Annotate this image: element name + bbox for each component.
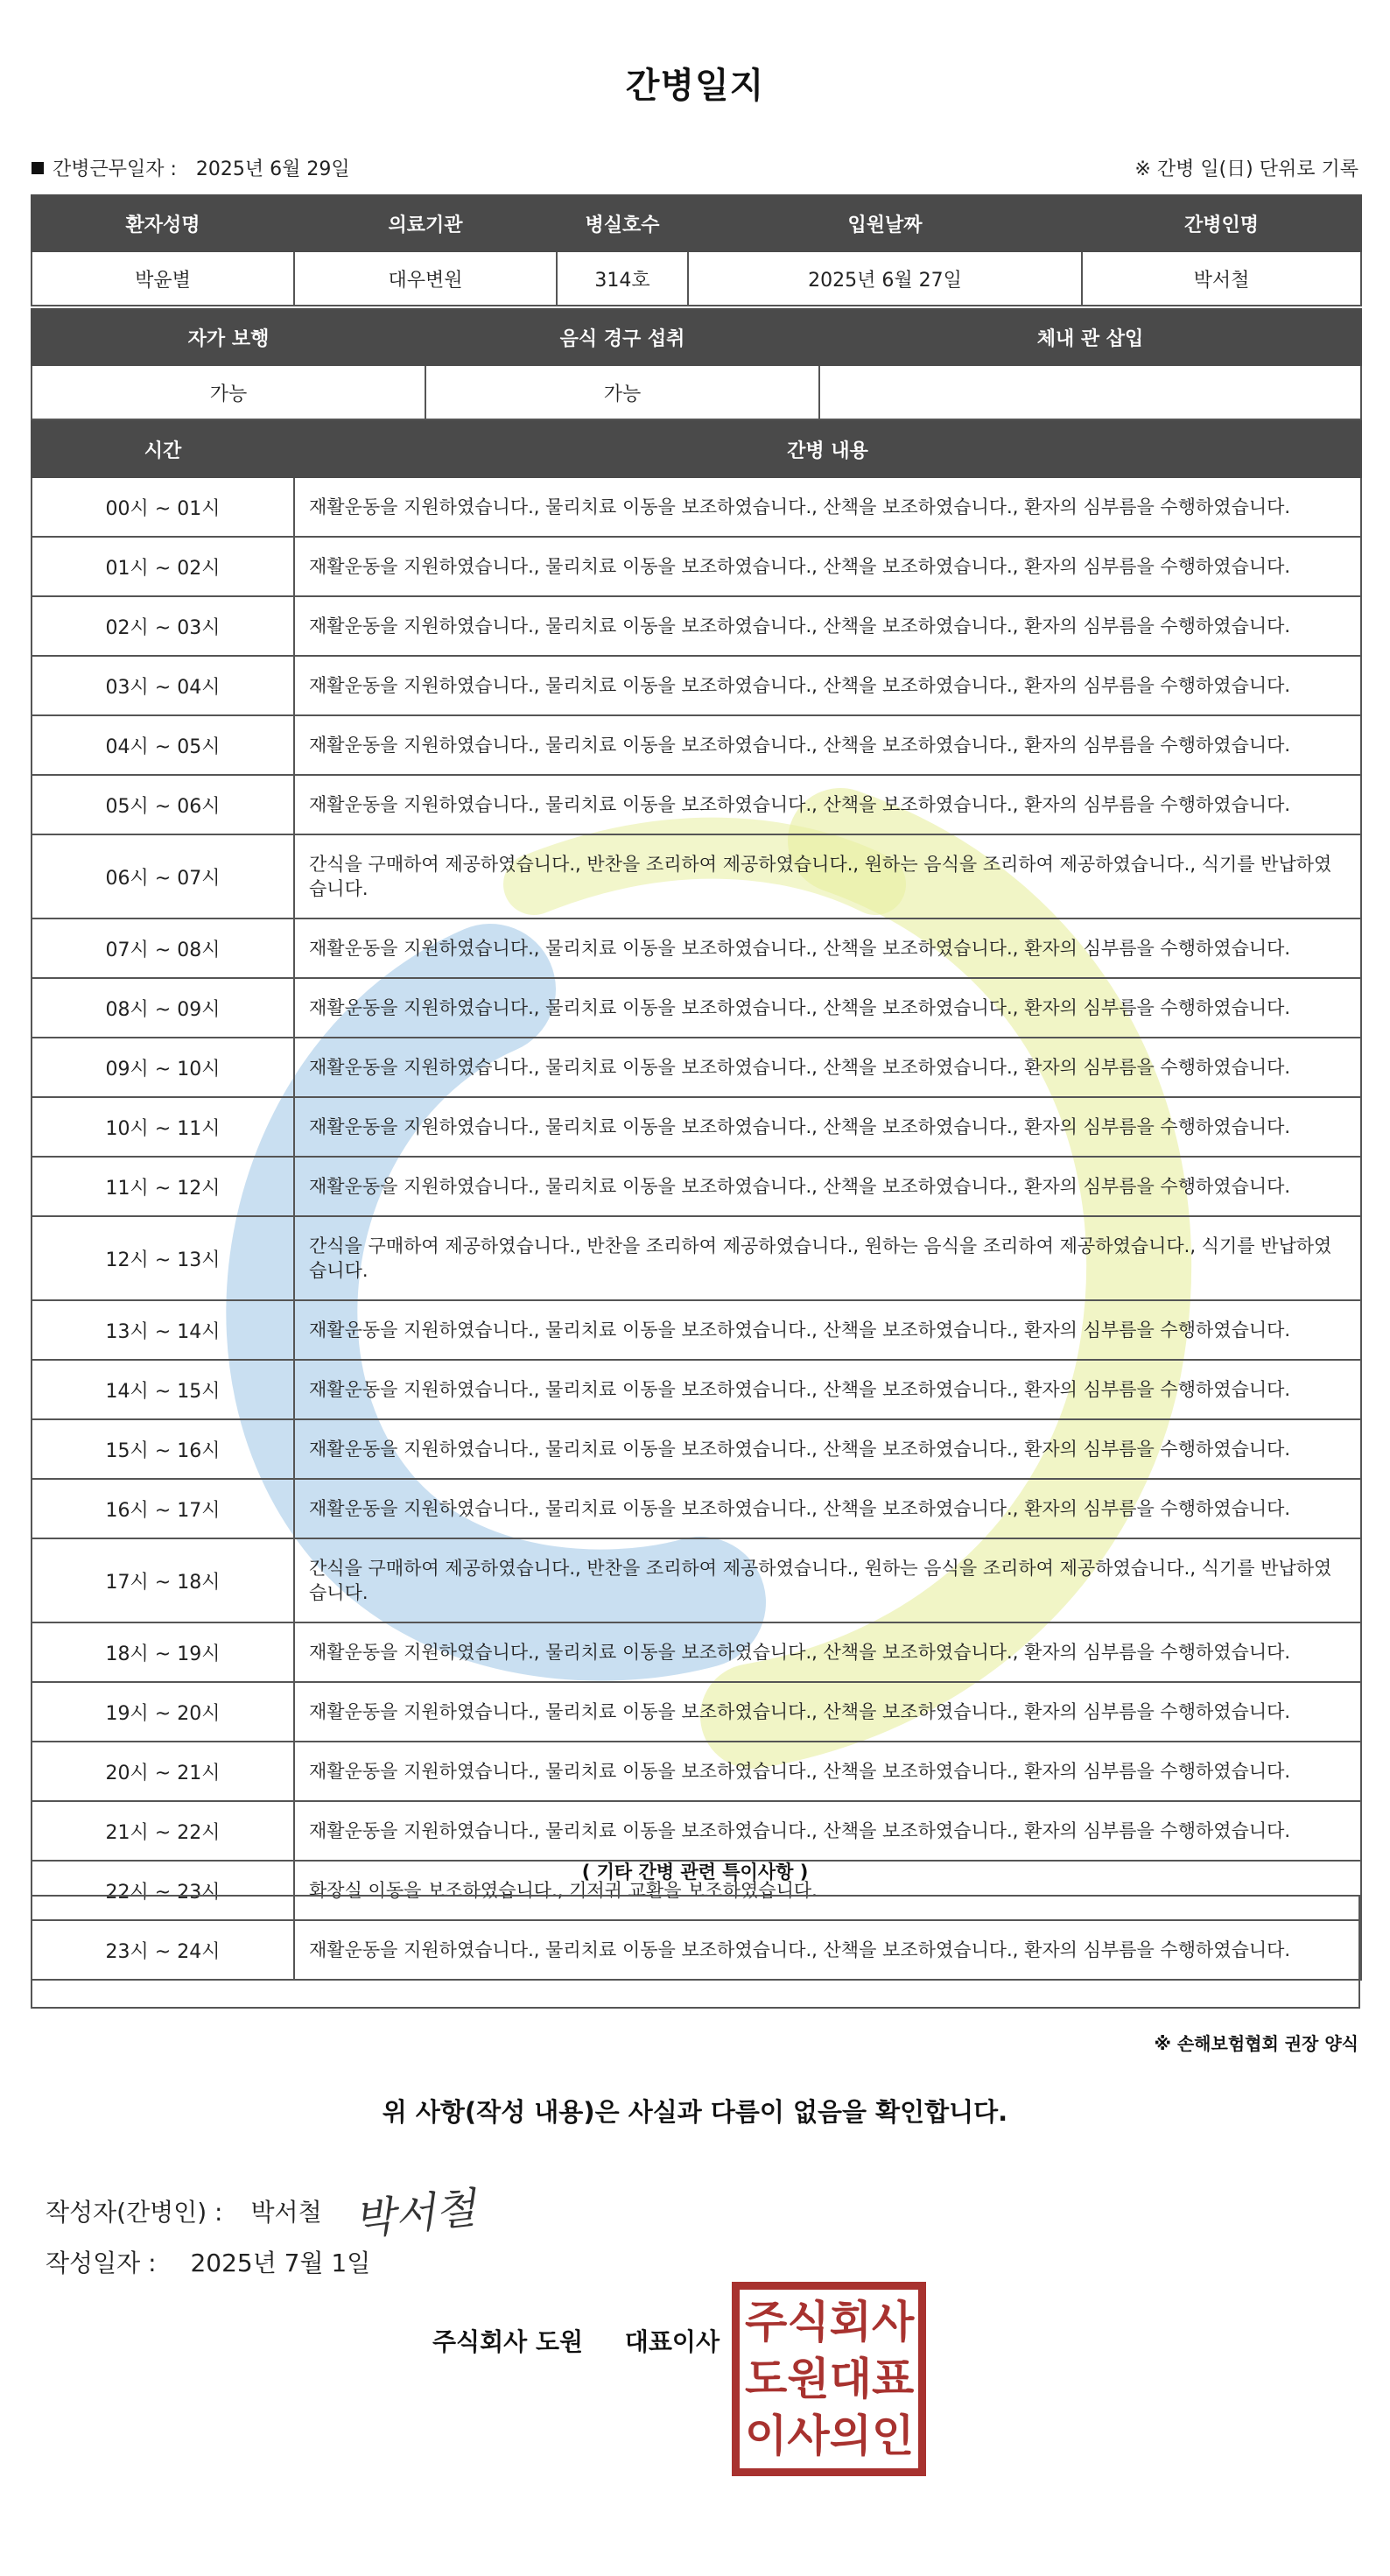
oral-intake-value: 가능 — [425, 365, 819, 419]
written-date-line — [46, 2244, 370, 2279]
row-content: 간식을 구매하여 제공하였습니다., 반찬을 조리하여 제공하였습니다., 원하는 음식을 조리하여 제공하였습니다., 식기를 반납하였습니다. — [294, 834, 1361, 918]
work-date-label: 간병근무일자 : — [53, 158, 177, 180]
patient-name: 박윤별 — [32, 251, 294, 306]
row-content: 간식을 구매하여 제공하였습니다., 반찬을 조리하여 제공하였습니다., 원하는 음식을 조리하여 제공하였습니다., 식기를 반납하였습니다. — [294, 1538, 1361, 1622]
header-hospital: 의료기관 — [294, 195, 557, 251]
row-time: 20시 ~ 21시 — [32, 1742, 294, 1801]
patient-info-table — [31, 194, 1362, 306]
table-row — [32, 477, 1361, 537]
seal-char: 회 — [829, 2296, 872, 2347]
row-time: 16시 ~ 17시 — [32, 1479, 294, 1538]
seal-char: 도 — [745, 2353, 788, 2404]
table-row — [32, 656, 1361, 715]
row-time: 21시 ~ 22시 — [32, 1801, 294, 1861]
unit-note: ※ 간병 일(日) 단위로 기록 — [1134, 158, 1358, 180]
row-content: 화장실 이동을 보조하였습니다., 기저귀 교환을 보조하였습니다. — [294, 1861, 1361, 1920]
row-time: 03시 ~ 04시 — [32, 656, 294, 715]
care-log-table — [31, 420, 1362, 1981]
work-date-value: 2025년 6월 29일 — [195, 158, 350, 180]
written-date-label: 작성일자 : — [46, 2249, 157, 2277]
table-row — [32, 596, 1361, 656]
table-row — [32, 775, 1361, 834]
row-content: 재활운동을 지원하였습니다., 물리치료 이동을 보조하였습니다., 산책을 보조하였습니다., 환자의 심부름을 수행하였습니다. — [294, 537, 1361, 596]
row-time: 04시 ~ 05시 — [32, 715, 294, 775]
table-row — [32, 1622, 1361, 1682]
seal-char: 식 — [787, 2296, 830, 2347]
work-date-line — [32, 154, 350, 181]
header-caregiver: 간병인명 — [1082, 195, 1361, 251]
row-content: 재활운동을 지원하였습니다., 물리치료 이동을 보조하였습니다., 산책을 보조하였습니다., 환자의 심부름을 수행하였습니다. — [294, 1300, 1361, 1360]
row-content: 재활운동을 지원하였습니다., 물리치료 이동을 보조하였습니다., 산책을 보조하였습니다., 환자의 심부름을 수행하였습니다. — [294, 477, 1361, 537]
row-content: 재활운동을 지원하였습니다., 물리치료 이동을 보조하였습니다., 산책을 보조하였습니다., 환자의 심부름을 수행하였습니다. — [294, 918, 1361, 978]
row-content: 재활운동을 지원하였습니다., 물리치료 이동을 보조하였습니다., 산책을 보조하였습니다., 환자의 심부름을 수행하였습니다. — [294, 1920, 1361, 1980]
row-time: 05시 ~ 06시 — [32, 775, 294, 834]
table-row — [32, 1038, 1361, 1097]
writer-label: 작성자(간병인) : — [46, 2197, 223, 2227]
table-row — [32, 1682, 1361, 1742]
row-time: 07시 ~ 08시 — [32, 918, 294, 978]
admission-date: 2025년 6월 27일 — [688, 251, 1082, 306]
row-time: 18시 ~ 19시 — [32, 1622, 294, 1682]
row-time: 15시 ~ 16시 — [32, 1419, 294, 1479]
row-content: 재활운동을 지원하였습니다., 물리치료 이동을 보조하였습니다., 산책을 보조하였습니다., 환자의 심부름을 수행하였습니다. — [294, 978, 1361, 1038]
room-number: 314호 — [557, 251, 688, 306]
seal-char: 대 — [829, 2353, 872, 2404]
table-row — [32, 1801, 1361, 1861]
seal-char: 사 — [787, 2411, 830, 2462]
row-time: 08시 ~ 09시 — [32, 978, 294, 1038]
written-date-value: 2025년 7월 1일 — [190, 2249, 371, 2277]
row-time: 14시 ~ 15시 — [32, 1360, 294, 1419]
table-row — [32, 715, 1361, 775]
square-bullet-icon — [32, 162, 44, 174]
row-time: 00시 ~ 01시 — [32, 477, 294, 537]
company-name: 주식회사 도원 — [432, 2327, 584, 2356]
notes-box — [31, 1895, 1360, 2009]
row-time: 01시 ~ 02시 — [32, 537, 294, 596]
table-row — [32, 1360, 1361, 1419]
confirmation-statement: 위 사항(작성 내용)은 사실과 다름이 없음을 확인합니다. — [382, 2097, 1008, 2127]
header-oral-intake: 음식 경구 섭취 — [425, 309, 819, 365]
table-row — [32, 537, 1361, 596]
seal-char: 표 — [871, 2353, 915, 2404]
row-content: 재활운동을 지원하였습니다., 물리치료 이동을 보조하였습니다., 산책을 보조하였습니다., 환자의 심부름을 수행하였습니다. — [294, 1157, 1361, 1216]
row-content: 재활운동을 지원하였습니다., 물리치료 이동을 보조하였습니다., 산책을 보조하였습니다., 환자의 심부름을 수행하였습니다. — [294, 1479, 1361, 1538]
header-time: 시간 — [32, 421, 294, 477]
seal-char: 사 — [871, 2296, 915, 2347]
seal-char: 원 — [787, 2353, 830, 2404]
row-content: 재활운동을 지원하였습니다., 물리치료 이동을 보조하였습니다., 산책을 보조하였습니다., 환자의 심부름을 수행하였습니다. — [294, 715, 1361, 775]
hospital-name: 대우변원 — [294, 251, 557, 306]
row-time: 12시 ~ 13시 — [32, 1216, 294, 1300]
header-walking: 자가 보행 — [32, 309, 425, 365]
row-content: 재활운동을 지원하였습니다., 물리치료 이동을 보조하였습니다., 산책을 보조하였습니다., 환자의 심부름을 수행하였습니다. — [294, 1742, 1361, 1801]
row-time: 13시 ~ 14시 — [32, 1300, 294, 1360]
row-time: 23시 ~ 24시 — [32, 1920, 294, 1980]
row-time: 09시 ~ 10시 — [32, 1038, 294, 1097]
company-line — [432, 2323, 720, 2358]
row-content: 재활운동을 지원하였습니다., 물리치료 이동을 보조하였습니다., 산책을 보조하였습니다., 환자의 심부름을 수행하였습니다. — [294, 775, 1361, 834]
table-row — [32, 834, 1361, 918]
row-time: 22시 ~ 23시 — [32, 1861, 294, 1920]
table-row — [32, 978, 1361, 1038]
row-time: 11시 ~ 12시 — [32, 1157, 294, 1216]
caregiver-name: 박서철 — [1082, 251, 1361, 306]
table-row — [32, 1479, 1361, 1538]
row-content: 재활운동을 지원하였습니다., 물리치료 이동을 보조하였습니다., 산책을 보조하였습니다., 환자의 심부름을 수행하였습니다. — [294, 656, 1361, 715]
row-content: 재활운동을 지원하였습니다., 물리치료 이동을 보조하였습니다., 산책을 보조하였습니다., 환자의 심부름을 수행하였습니다. — [294, 596, 1361, 656]
table-row — [32, 1742, 1361, 1801]
row-content: 재활운동을 지원하였습니다., 물리치료 이동을 보조하였습니다., 산책을 보조하였습니다., 환자의 심부름을 수행하였습니다. — [294, 1038, 1361, 1097]
handwritten-signature: 박서철 — [351, 2183, 478, 2246]
notes-title: ( 기타 간병 관련 특이사항 ) — [581, 1862, 809, 1883]
header-room: 병실호수 — [557, 195, 688, 251]
company-seal-stamp — [732, 2282, 926, 2476]
seal-char: 이 — [745, 2411, 788, 2462]
row-content: 재활운동을 지원하였습니다., 물리치료 이동을 보조하였습니다., 산책을 보조하였습니다., 환자의 심부름을 수행하였습니다. — [294, 1097, 1361, 1157]
seal-char: 의 — [829, 2411, 872, 2462]
page-title: 간병일지 — [625, 66, 765, 106]
form-footnote: ※ 손해보험협회 권장 양식 — [1154, 2033, 1358, 2054]
table-row — [32, 1419, 1361, 1479]
seal-char: 주 — [745, 2296, 788, 2347]
row-time: 02시 ~ 03시 — [32, 596, 294, 656]
header-care-content: 간병 내용 — [294, 421, 1361, 477]
row-content: 간식을 구매하여 제공하였습니다., 반찬을 조리하여 제공하였습니다., 원하는 음식을 조리하여 제공하였습니다., 식기를 반납하였습니다. — [294, 1216, 1361, 1300]
table-row — [32, 1216, 1361, 1300]
table-row — [32, 918, 1361, 978]
writer-line — [46, 2180, 478, 2246]
writer-name: 박서철 — [250, 2197, 322, 2227]
header-tube: 체내 관 삽입 — [819, 309, 1361, 365]
walking-value: 가능 — [32, 365, 425, 419]
table-row — [32, 1300, 1361, 1360]
row-content: 재활운동을 지원하였습니다., 물리치료 이동을 보조하였습니다., 산책을 보조하였습니다., 환자의 심부름을 수행하였습니다. — [294, 1801, 1361, 1861]
company-representative: 대표이사 — [624, 2327, 720, 2356]
row-time: 06시 ~ 07시 — [32, 834, 294, 918]
row-time: 17시 ~ 18시 — [32, 1538, 294, 1622]
seal-char: 인 — [871, 2411, 915, 2462]
row-content: 재활운동을 지원하였습니다., 물리치료 이동을 보조하였습니다., 산책을 보조하였습니다., 환자의 심부름을 수행하였습니다. — [294, 1360, 1361, 1419]
row-content: 재활운동을 지원하였습니다., 물리치료 이동을 보조하였습니다., 산책을 보조하였습니다., 환자의 심부름을 수행하였습니다. — [294, 1622, 1361, 1682]
table-row — [32, 1157, 1361, 1216]
header-admission-date: 입원날짜 — [688, 195, 1082, 251]
patient-status-table — [31, 308, 1362, 420]
header-patient-name: 환자성명 — [32, 195, 294, 251]
row-content: 재활운동을 지원하였습니다., 물리치료 이동을 보조하였습니다., 산책을 보조하였습니다., 환자의 심부름을 수행하였습니다. — [294, 1419, 1361, 1479]
row-time: 10시 ~ 11시 — [32, 1097, 294, 1157]
row-content: 재활운동을 지원하였습니다., 물리치료 이동을 보조하였습니다., 산책을 보조하였습니다., 환자의 심부름을 수행하였습니다. — [294, 1682, 1361, 1742]
table-row — [32, 1538, 1361, 1622]
table-row — [32, 1097, 1361, 1157]
tube-value — [819, 365, 1361, 419]
row-time: 19시 ~ 20시 — [32, 1682, 294, 1742]
